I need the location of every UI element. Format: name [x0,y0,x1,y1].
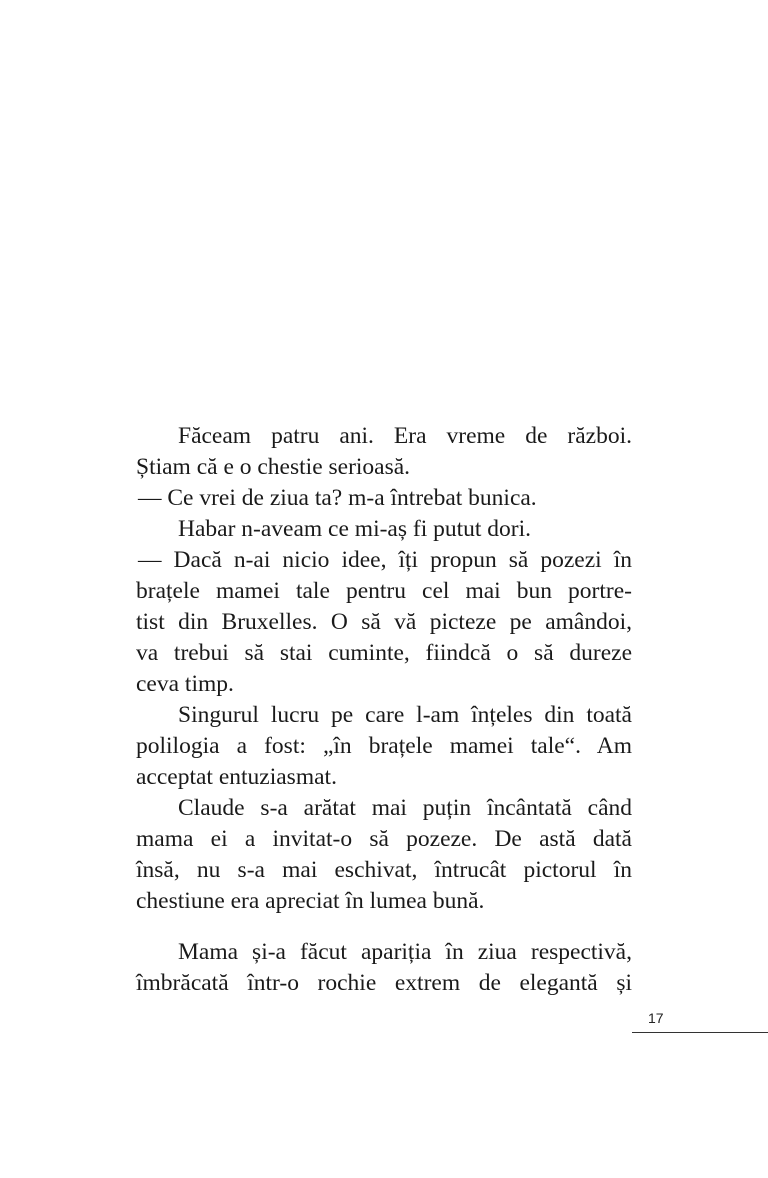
text-line: brațele mamei tale pentru cel mai bun portre- [136,578,632,604]
text-line: — Ce vrei de ziua ta? m-a întrebat bunica. [138,485,537,511]
text-line: acceptat entuziasmat. [136,764,337,790]
text-line: chestiune era apreciat în lumea bună. [136,888,485,914]
page-number: 17 [648,1010,664,1026]
text-line: Mama și-a făcut apariția în ziua respectivă, [178,939,632,965]
text-line: însă, nu s-a mai eschivat, întrucât pictorul în [136,857,632,883]
text-line: Singurul lucru pe care l-am înțeles din toată [178,702,632,728]
body-text [136,421,632,999]
text-line: — Dacă n-ai nicio idee, îți propun să pozezi în [138,547,632,573]
text-line: Claude s-a arătat mai puțin încântată când [178,795,632,821]
footer-rule [632,1032,768,1033]
text-line: ceva timp. [136,671,234,697]
paragraph-gap [136,917,632,937]
text-line: mama ei a invitat-o să pozeze. De astă dată [136,826,632,852]
text-line: va trebui să stai cuminte, fiindcă o să dureze [136,640,632,666]
text-line: Habar n-aveam ce mi-aș fi putut dori. [178,516,532,542]
text-line: Făceam patru ani. Era vreme de război. [178,423,632,449]
text-line: Știam că e o chestie serioasă. [136,454,411,480]
text-line: tist din Bruxelles. O să vă picteze pe amândoi, [136,609,632,635]
text-line: îmbrăcată într-o rochie extrem de elegantă și [136,970,632,996]
text-line: polilogia a fost: „în brațele mamei tale“. Am [136,733,632,759]
